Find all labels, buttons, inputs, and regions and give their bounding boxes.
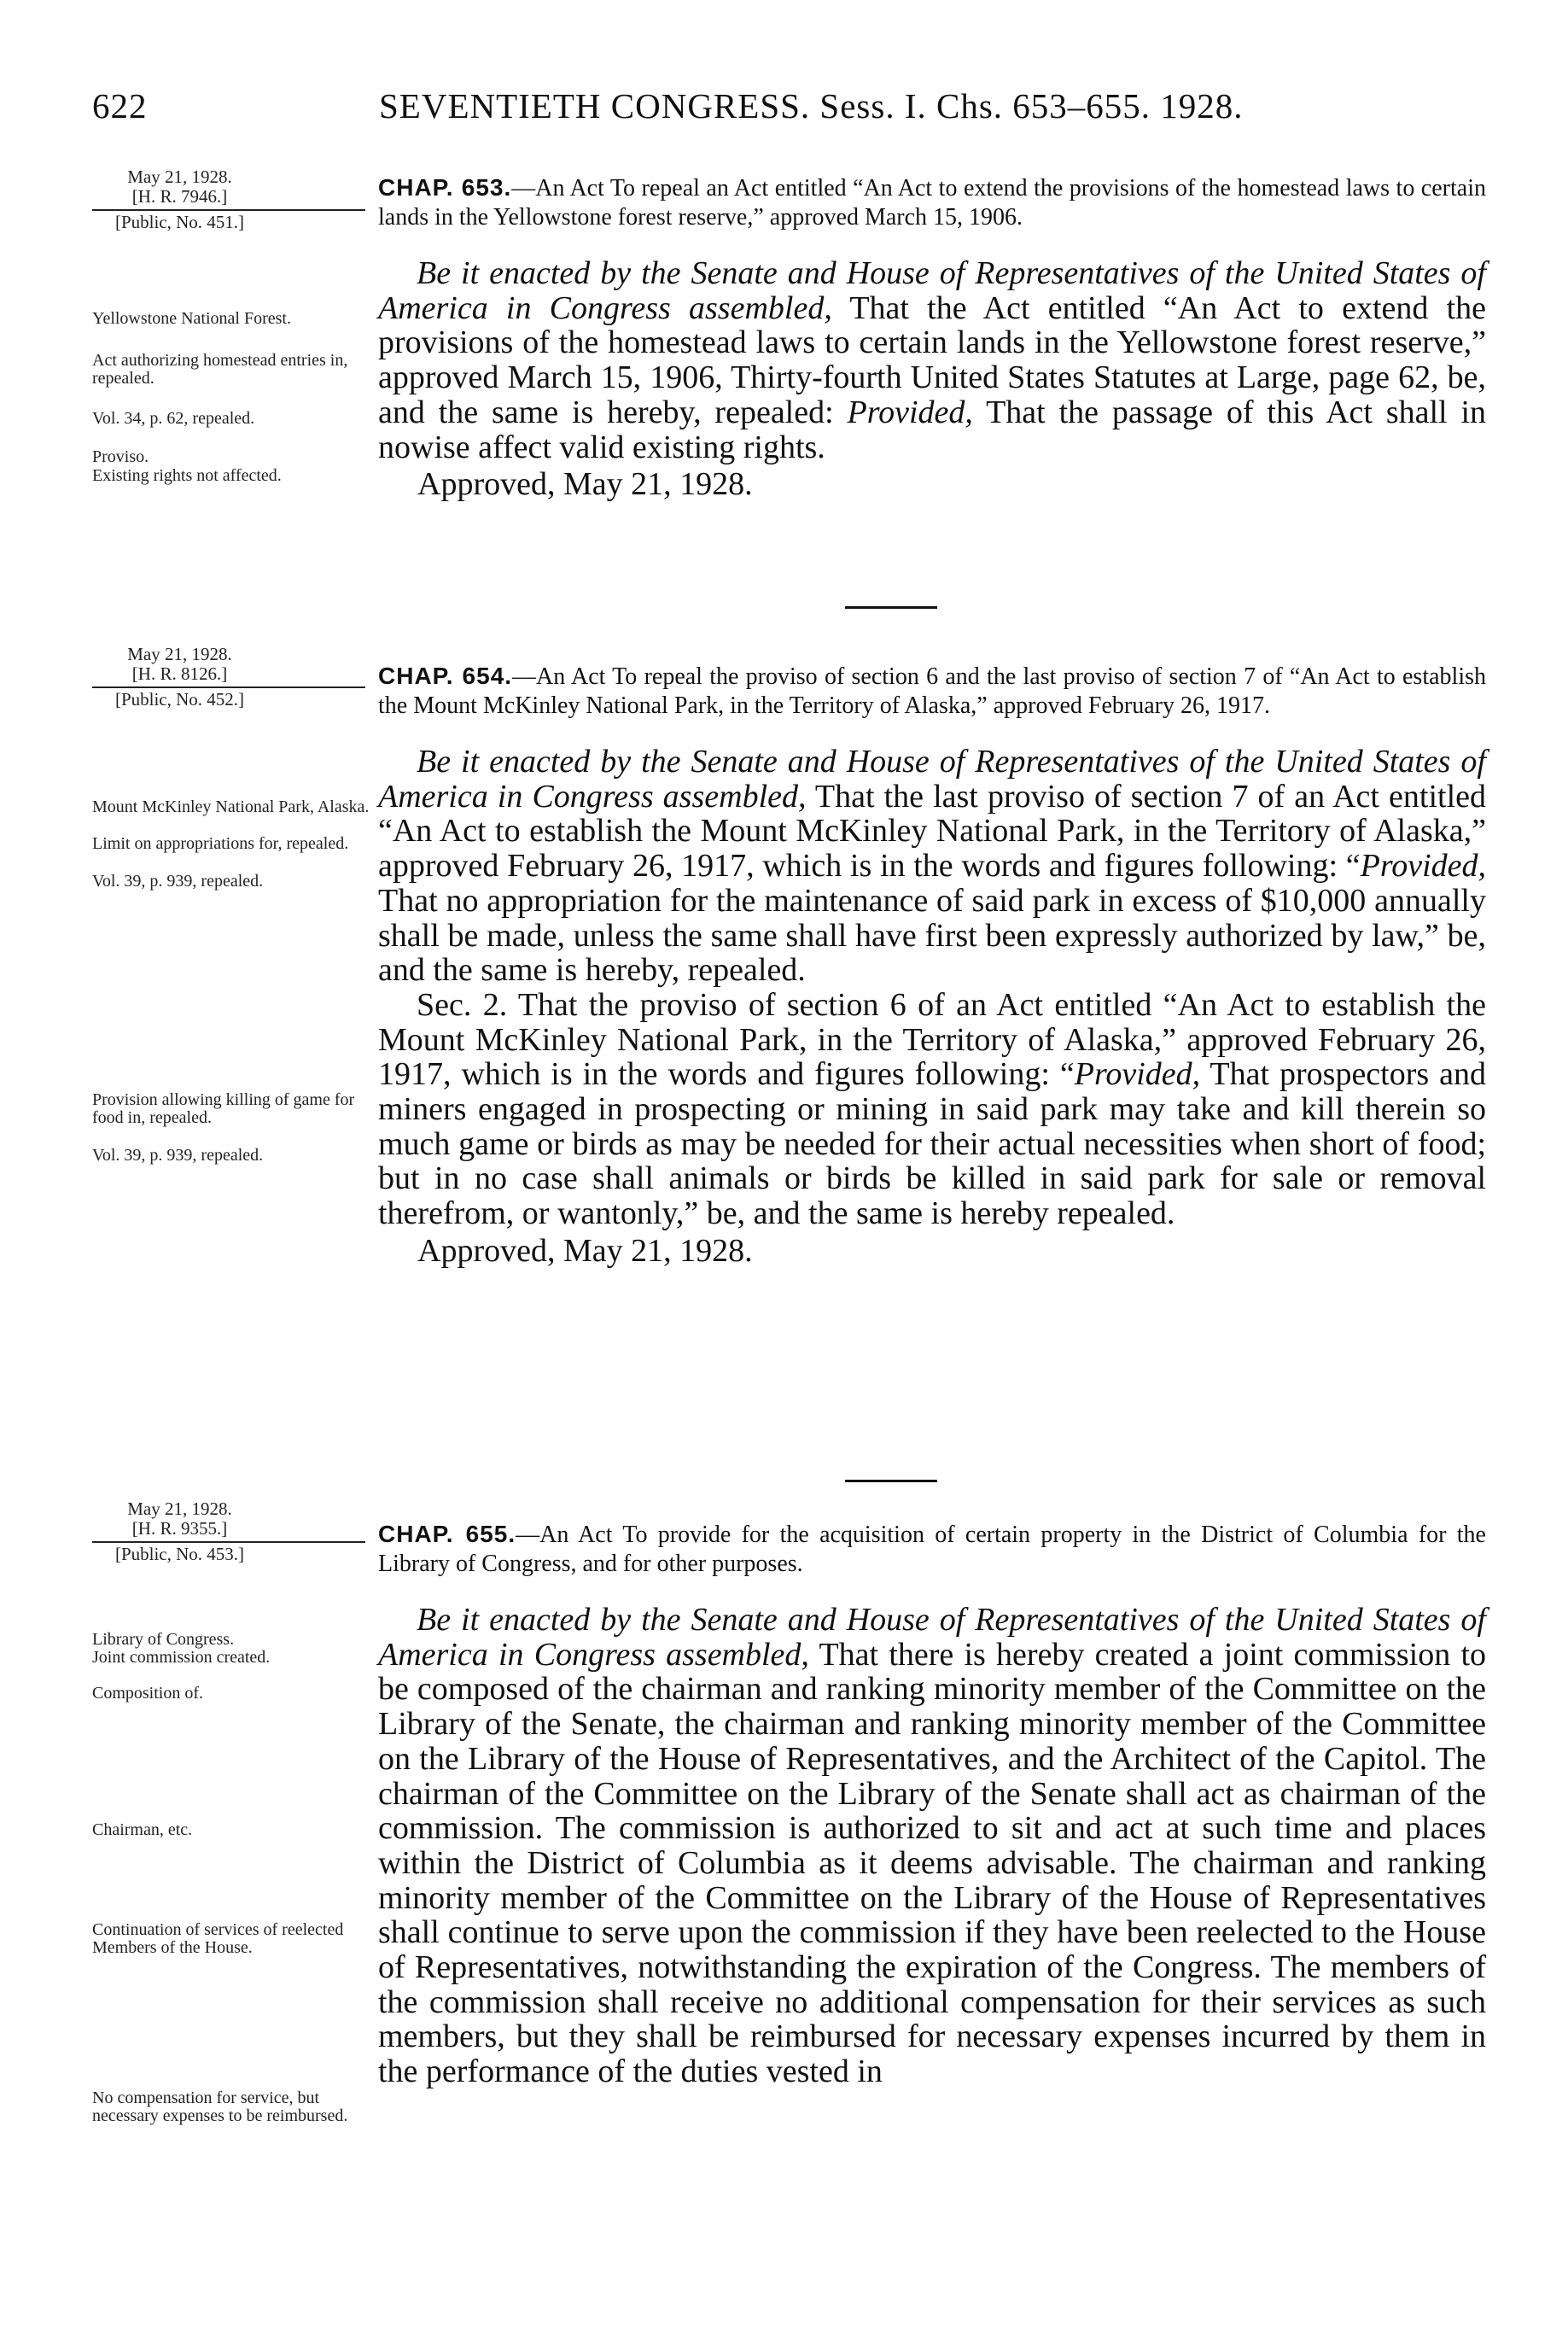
chapter-date: May 21, 1928. [127,166,232,187]
bill-number: [H. R. 7946.] [131,186,228,207]
chapter-655 [378,1520,1486,2089]
running-title: SEVENTIETH CONGRESS. Sess. I. Chs. 653–655. 1928. [379,86,1244,126]
margin-note-proviso: Proviso. [92,447,149,466]
chapter-description: —An Act To repeal an Act entitled “An Act to extend the provisions of the homestead laws to certain lands in the Yellowstone forest reserve,” approved March 15, 1906. [378,175,1486,231]
running-header [92,85,1492,131]
page-number: 622 [92,86,148,126]
chapter-heading [378,1520,1486,1579]
approval-line: Approved, May 21, 1928. [417,466,753,503]
chapter-text [378,1603,1486,2089]
margin-note-act-repealed: Act authorizing homestead entries in, repealed. [92,351,348,388]
enacting-clause: Be it enacted by the Senate and House of Representatives of the United States of America in Congress assembled, [378,255,1486,326]
docket-rule [92,209,365,211]
bill-number: [H. R. 8126.] [131,663,228,684]
section-2-paragraph: Sec. 2. That the proviso of section 6 of an Act entitled “An Act to establish the Mount McKinley National Park, in the Territory of Alaska,” approved February 26, 1917, which is in the words and figures following: “Provided, That prospectors and miners engaged in prospecting or mining in said park may take and kill therein so much game or birds as may be needed for their actual necessities when short of food; but in no case shall animals or birds be killed in said park for sale or removal therefrom, or wantonly,” be, and the same is hereby repealed. [378,986,1486,1232]
proviso-word: Provided, [1074,1056,1201,1093]
chapter-653 [378,173,1486,504]
margin-note-mckinley-park: Mount McKinley National Park, Alaska. [92,797,370,816]
proviso-word: Provided, [847,394,973,430]
chapter-date: May 21, 1928. [127,644,232,664]
margin-note-library: Library of Congress. [92,1630,235,1649]
public-law-number: [Public, No. 451.] [114,212,245,232]
margin-note-statute-ref: Vol. 34, p. 62, repealed. [92,409,255,428]
margin-note-existing-rights: Existing rights not affected. [92,466,282,485]
margin-note-joint-commission: Joint commission created. [92,1648,271,1667]
approval-line: Approved, May 21, 1928. [417,1232,753,1269]
docket-rule [92,1541,365,1543]
chapter-description: —An Act To provide for the acquisition of certain property in the District of Columbia for the Library of Congress, and for other purposes. [378,1522,1486,1577]
chapter-655-docket [92,1499,378,1564]
chapter-heading [378,662,1486,721]
proviso-word: Provided, [1360,848,1486,885]
enacting-clause: Be it enacted by the Senate and House of Representatives of the United States of America in Congress assembled, [378,1602,1486,1673]
section-divider [845,1480,937,1482]
margin-note-yellowstone: Yellowstone National Forest. [92,309,291,328]
margin-note-composition: Composition of. [92,1684,204,1703]
chapter-heading [378,173,1486,232]
bill-number: [H. R. 9355.] [131,1518,228,1539]
chapter-text [378,256,1486,464]
margin-note-compensation: No compensation for service, but necessary expenses to be reimbursed. [92,2088,348,2125]
chapter-number: CHAP. 654. [378,663,513,689]
enacting-paragraph: Be it enacted by the Senate and House of Representatives of the United States of America in Congress assembled, That there is hereby created a joint commission to be composed of the chairman and ranking minority member of the Committee on the Library of the Senate, the chairman and ranking minority member of the Committee on the Library of the House of Representatives, and the Architect of the Capitol. The chairman of the Committee on the Library of the Senate shall act as chairman of the commission. The commission is authorized to sit and act at such time and places within the District of Columbia as it deems advisable. The chairman and ranking minority member of the Committee on the Library of the House of Representatives shall continue to serve upon the commission if they have been reelected to the House of Representatives, notwithstanding the expiration of the Congress. The members of the commission shall receive no additional compensation for their services as such members, but they shall be reimbursed for necessary expenses incurred by them in the performance of the duties vested in [378,1602,1487,2090]
chapter-text [378,745,1486,1231]
chapter-number: CHAP. 653. [378,174,512,201]
chapter-number: CHAP. 655. [378,1521,516,1547]
chapter-description: —An Act To repeal the proviso of section 6 and the last proviso of section 7 of “An Act to establish the Mount McKinley National Park, in the Territory of Alaska,” approved February 26, 1917. [378,663,1486,719]
chapter-654-docket [92,645,378,710]
margin-note-statute-ref: Vol. 39, p. 939, repealed. [92,872,264,891]
public-law-number: [Public, No. 452.] [114,689,245,710]
enacting-paragraph: Be it enacted by the Senate and House of Representatives of the United States of America in Congress assembled, That the Act entitled “An Act to extend the provisions of the homestead laws to certain lands in the Yellowstone forest reserve,” approved March 15, 1906, Thirty-fourth United States Statutes at Large, page 62, be, and the same is hereby, repealed: Provided, That the passage of this Act shall in nowise affect valid existing rights. [378,255,1486,465]
chapter-date: May 21, 1928. [127,1498,232,1519]
chapter-653-docket [92,167,378,232]
margin-note-game-provision: Provision allowing killing of game for food in, repealed. [92,1090,355,1127]
margin-note-reelected-members: Continuation of services of reelected Members of the House. [92,1920,344,1957]
margin-note-chairman: Chairman, etc. [92,1820,193,1839]
enacting-paragraph: Be it enacted by the Senate and House of Representatives of the United States of America in Congress assembled, That the last proviso of section 7 of an Act entitled “An Act to establish the Mount McKinley National Park, in the Territory of Alaska,” approved February 26, 1917, which is in the words and figures following: “Provided, That no appropriation for the maintenance of said park in excess of $10,000 annually shall be made, unless the same shall have first been expressly authorized by law,” be, and the same is hereby, repealed. [378,744,1487,989]
margin-note-statute-ref-2: Vol. 39, p. 939, repealed. [92,1146,264,1165]
section-divider [845,606,937,609]
enacting-clause: Be it enacted by the Senate and House of Representatives of the United States of America in Congress assembled, [378,744,1486,815]
docket-rule [92,686,365,688]
chapter-654 [378,662,1486,1271]
margin-note-appropriation-limit: Limit on appropriations for, repealed. [92,834,349,853]
public-law-number: [Public, No. 453.] [114,1544,245,1564]
